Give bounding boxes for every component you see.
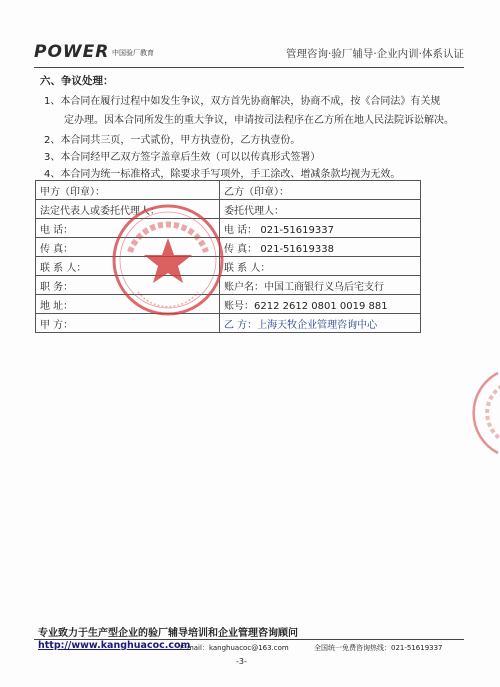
party-b-contact-cell: 联 系 人： <box>220 257 421 276</box>
logo-text: POWER <box>34 42 110 62</box>
table-row <box>36 238 421 257</box>
party-a-title-cell: 职 务： <box>36 276 220 295</box>
clause-2: 2、本合同共三页，一式贰份，甲方执壹份，乙方执壹份。 <box>44 135 301 146</box>
party-a-phone-cell: 电 话： <box>36 219 220 238</box>
company-logo <box>34 42 154 64</box>
table-row <box>36 200 421 219</box>
party-a-contact-cell: 联 系 人： <box>36 257 220 276</box>
party-b-account-name-cell: 账户名：中国工商银行义乌后宅支行 <box>220 276 421 295</box>
logo-subtitle: 中国验厂教育 <box>112 49 154 57</box>
clause-1-line2: 定办理。因本合同所发生的重大争议，申请按司法程序在乙方所在地人民法院诉讼解决。 <box>64 115 454 126</box>
party-b-phone-cell: 电 话： 021-51619337 <box>220 219 421 238</box>
header-divider <box>34 67 464 68</box>
party-b-agent-cell: 委托代理人： <box>220 200 421 219</box>
header-slogan: 管理咨询·验厂辅导·企业内训·体系认证 <box>285 48 464 60</box>
page-number: -3- <box>236 657 247 666</box>
clause-4: 4、本合同为统一标准格式，除要求手写项外，手工涂改、增减条款均视为无效。 <box>44 169 401 180</box>
section-title: 六、争议处理： <box>40 75 114 87</box>
footer-tagline: 专业致力于生产型企业的验厂辅导培训和企业管理咨询顾问 <box>38 628 298 639</box>
partial-seal-stamp <box>440 368 500 458</box>
party-b-fax-cell: 传 真： 021-51619338 <box>220 238 421 257</box>
table-row <box>36 181 421 200</box>
table-row <box>36 276 421 295</box>
party-b-seal-cell: 乙方（印章）： <box>220 181 421 200</box>
party-a-fax-cell: 传 真： <box>36 238 220 257</box>
party-b-account-number-cell: 账号：6212 2612 0801 0019 881 <box>220 295 421 314</box>
party-a-seal-cell: 甲方（印章）： <box>36 181 220 200</box>
clause-1-line1: 1、本合同在履行过程中如发生争议，双方首先协商解决，协商不成，按《合同法》有关规 <box>44 96 441 107</box>
table-row <box>36 295 421 314</box>
clause-1 <box>44 92 454 130</box>
table-row <box>36 257 421 276</box>
footer-email: E-mail：kanghuacoc@163.com <box>180 644 289 652</box>
footer-hotline: 全国统一免费咨询热线：021-51619337 <box>314 644 443 652</box>
signature-table <box>35 180 421 333</box>
table-row <box>36 219 421 238</box>
clause-3: 3、本合同经甲乙双方签字盖章后生效（可以以传真形式签署） <box>44 152 321 163</box>
page-header <box>34 38 464 66</box>
party-a-label-cell: 甲 方： <box>36 314 220 333</box>
party-b-name-cell: 乙 方：上海天牧企业管理咨询中心 <box>220 314 421 333</box>
party-a-address-cell: 地 址： <box>36 295 220 314</box>
footer-website-link[interactable]: http://www.kanghuacoc.com <box>38 640 191 651</box>
party-a-representative-cell: 法定代表人或委托代理人： <box>36 200 220 219</box>
table-row <box>36 314 421 333</box>
